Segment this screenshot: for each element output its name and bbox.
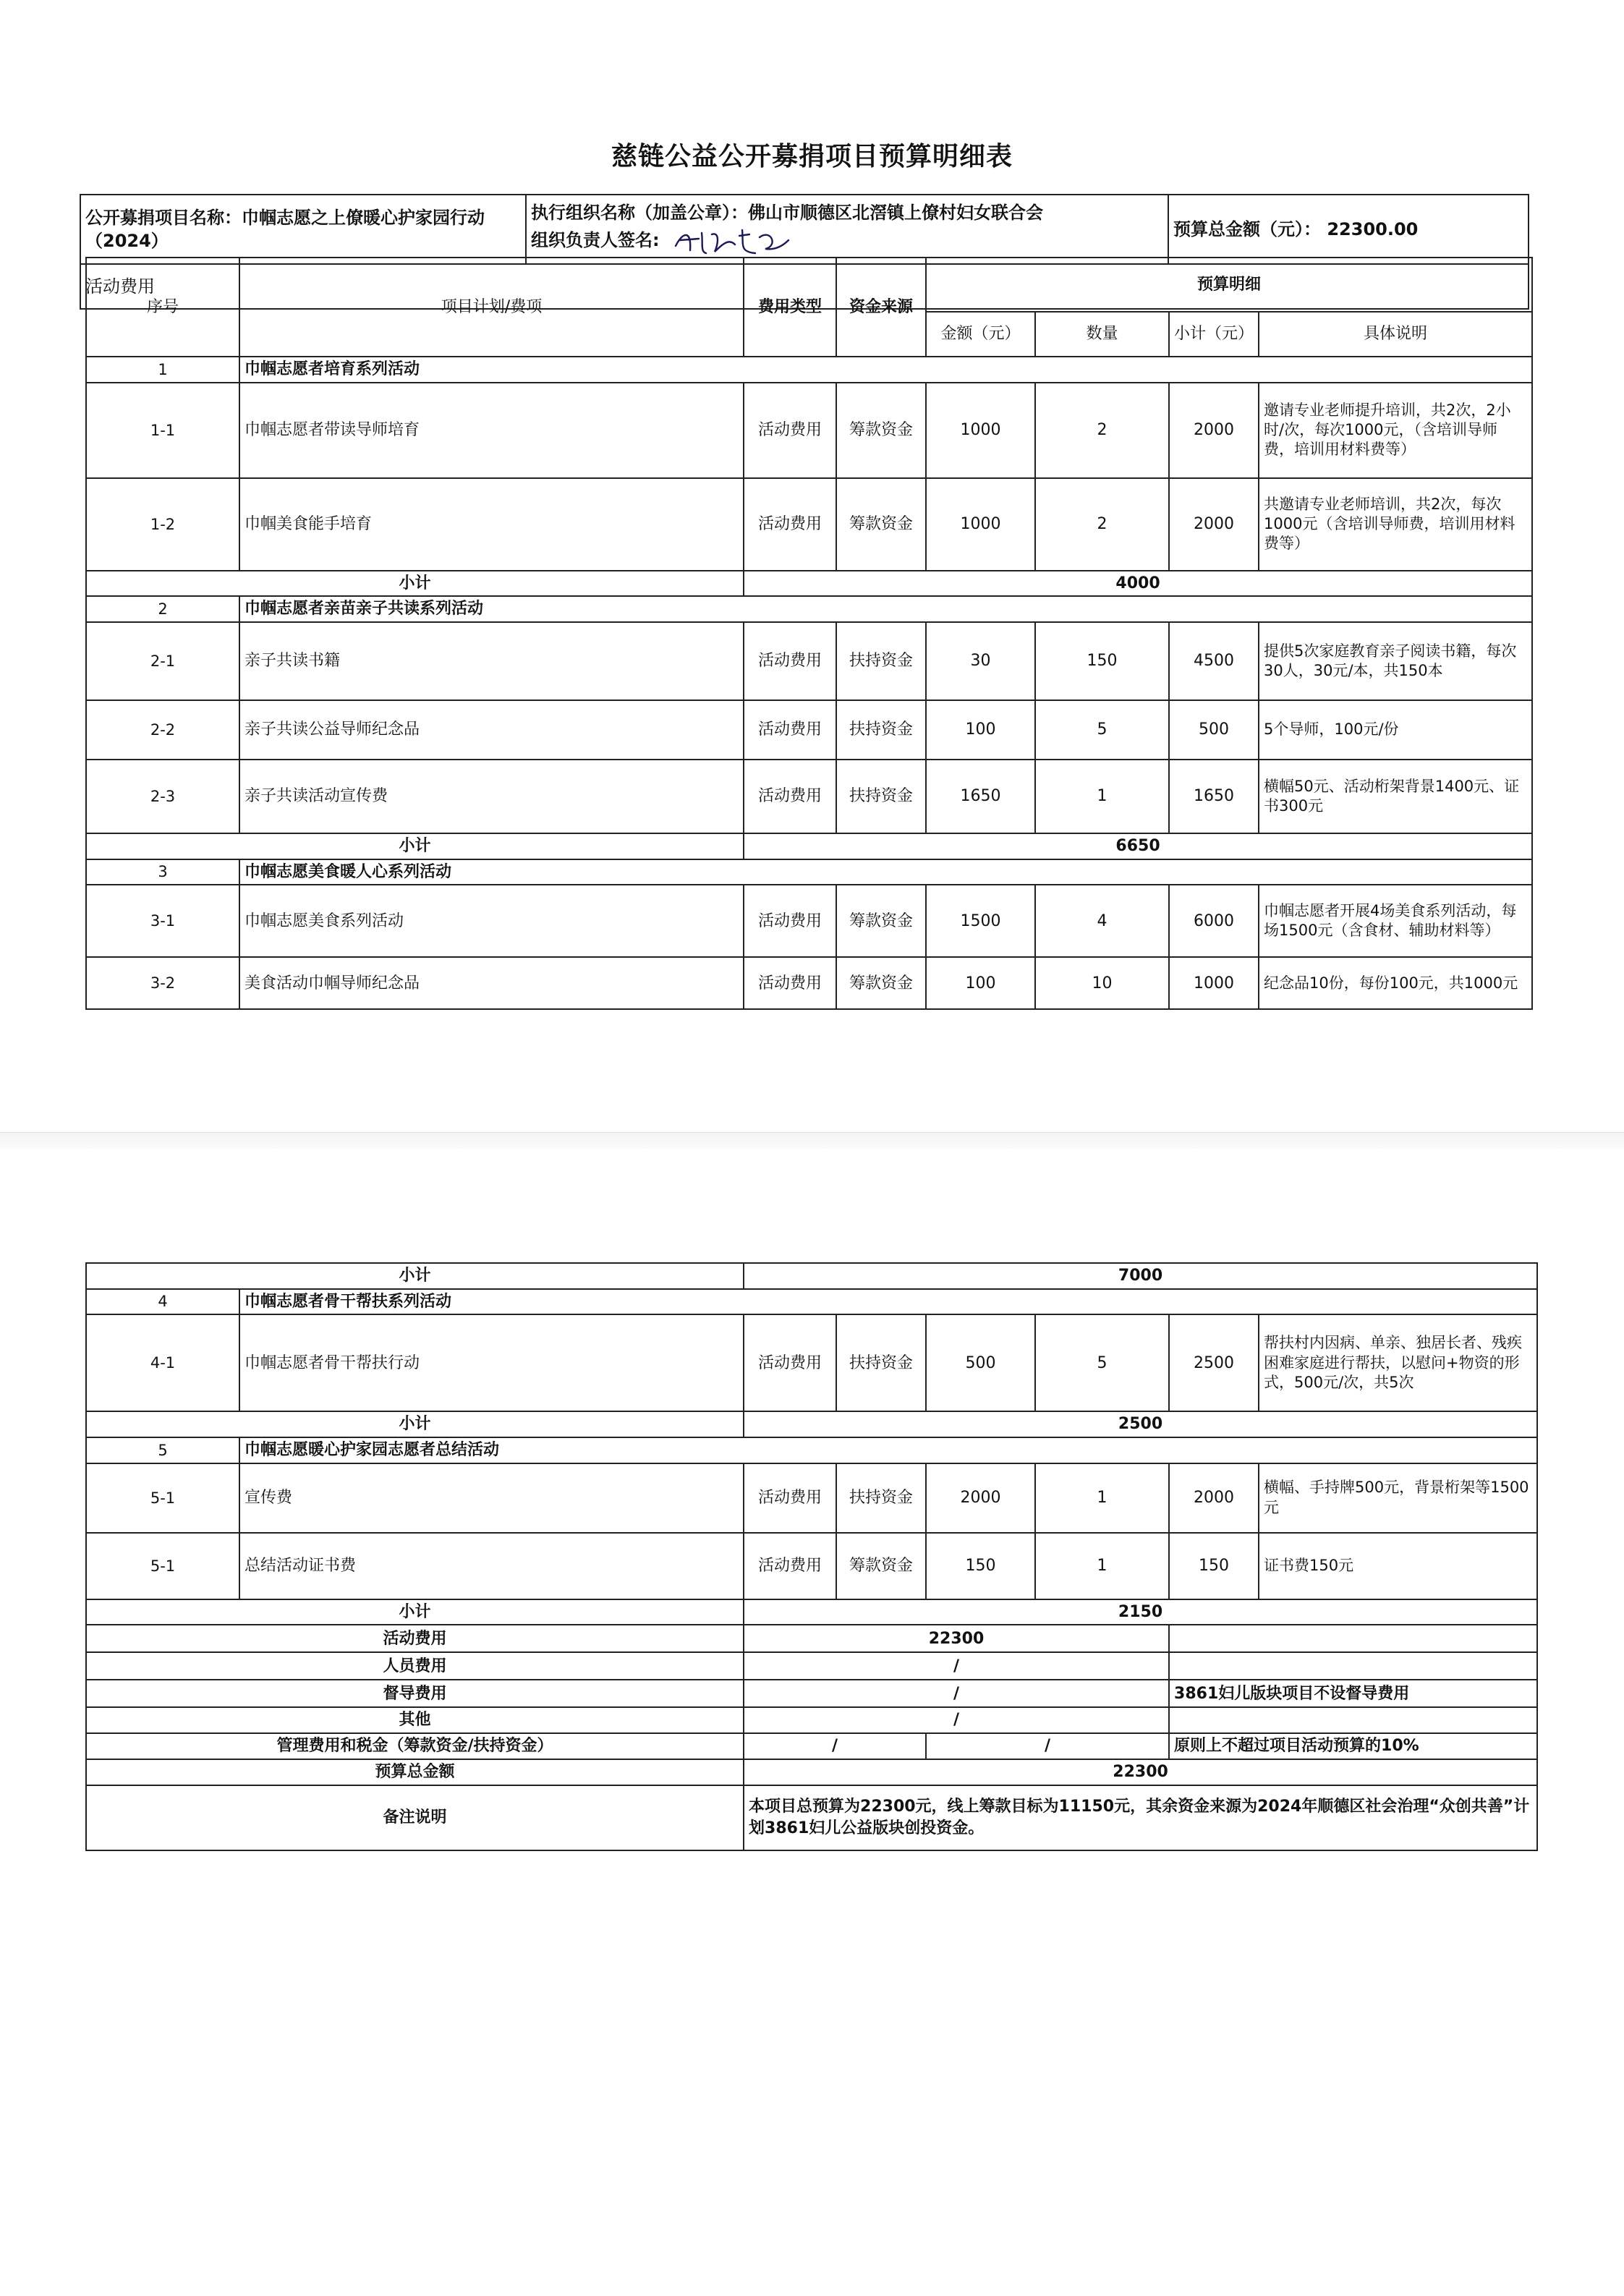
row-desc: 巾帼志愿者开展4场美食系列活动，每场1500元（含食材、辅助材料等） bbox=[1259, 885, 1532, 957]
row-item: 宣传费 bbox=[239, 1463, 744, 1533]
group-no: 1 bbox=[86, 357, 239, 383]
row-item: 亲子共读公益导师纪念品 bbox=[239, 700, 744, 760]
subtotal-row bbox=[86, 1263, 1537, 1289]
row-item: 巾帼志愿者带读导师培育 bbox=[239, 383, 744, 478]
summary-label: 活动费用 bbox=[86, 1625, 744, 1652]
group-row bbox=[86, 357, 1532, 383]
row-desc: 纪念品10份，每份100元，共1000元 bbox=[1259, 957, 1532, 1009]
row-desc: 横幅、手持牌500元，背景桁架等1500元 bbox=[1259, 1463, 1537, 1533]
col-header-qty: 数量 bbox=[1035, 312, 1169, 357]
row-source: 扶持资金 bbox=[836, 700, 926, 760]
group-row bbox=[86, 1437, 1537, 1463]
table-row bbox=[86, 1533, 1537, 1599]
row-amount: 30 bbox=[926, 622, 1035, 700]
row-qty: 5 bbox=[1035, 1314, 1169, 1411]
row-subtotal: 4500 bbox=[1169, 622, 1259, 700]
row-source: 扶持资金 bbox=[836, 622, 926, 700]
budget-table bbox=[85, 257, 1533, 1010]
col-header-type: 费用类型 bbox=[744, 258, 836, 357]
row-subtotal: 500 bbox=[1169, 700, 1259, 760]
table-row bbox=[86, 383, 1532, 478]
summary-value: / bbox=[744, 1680, 1169, 1707]
subtotal-row bbox=[86, 833, 1532, 859]
project-name: 公开募捐项目名称：巾帼志愿之上僚暖心护家园行动（2024） bbox=[80, 195, 526, 264]
budget-total-header: 预算总金额（元）： 22300.00 bbox=[1168, 195, 1529, 264]
summary-label: 其他 bbox=[86, 1707, 744, 1733]
summary-value: / bbox=[744, 1652, 1169, 1680]
row-qty: 1 bbox=[1035, 760, 1169, 833]
row-desc: 横幅50元、活动桁架背景1400元、证书300元 bbox=[1259, 760, 1532, 833]
row-qty: 4 bbox=[1035, 885, 1169, 957]
subtotal-row bbox=[86, 571, 1532, 597]
row-item: 美食活动巾帼导师纪念品 bbox=[239, 957, 744, 1009]
row-type: 活动费用 bbox=[744, 622, 836, 700]
row-subtotal: 6000 bbox=[1169, 885, 1259, 957]
group-no: 2 bbox=[86, 596, 239, 622]
summary-value: 22300 bbox=[744, 1625, 1169, 1652]
group-name: 巾帼志愿暖心护家园志愿者总结活动 bbox=[239, 1437, 1537, 1463]
group-no: 3 bbox=[86, 859, 239, 885]
row-no: 5-1 bbox=[86, 1533, 239, 1599]
summary-row-activity bbox=[86, 1625, 1537, 1652]
row-source: 筹款资金 bbox=[836, 1533, 926, 1599]
row-source: 扶持资金 bbox=[836, 760, 926, 833]
row-subtotal: 2000 bbox=[1169, 478, 1259, 571]
row-type: 活动费用 bbox=[744, 383, 836, 478]
row-amount: 100 bbox=[926, 957, 1035, 1009]
subtotal-value: 2500 bbox=[744, 1411, 1537, 1437]
row-amount: 100 bbox=[926, 700, 1035, 760]
row-type: 活动费用 bbox=[744, 957, 836, 1009]
row-source: 筹款资金 bbox=[836, 885, 926, 957]
summary-note bbox=[1169, 1625, 1537, 1652]
group-name: 巾帼志愿者培育系列活动 bbox=[239, 357, 1532, 383]
table-row bbox=[86, 1463, 1537, 1533]
org-name: 执行组织名称（加盖公章）：佛山市顺德区北滘镇上僚村妇女联合会 bbox=[531, 202, 1043, 223]
subtotal-label: 小计 bbox=[86, 1599, 744, 1625]
row-qty: 2 bbox=[1035, 478, 1169, 571]
group-name: 巾帼志愿者亲苗亲子共读系列活动 bbox=[239, 596, 1532, 622]
col-header-no: 序号 bbox=[86, 258, 239, 357]
leader-label: 组织负责人签名: bbox=[531, 230, 660, 251]
row-no: 3-2 bbox=[86, 957, 239, 1009]
row-source: 扶持资金 bbox=[836, 1463, 926, 1533]
row-item: 亲子共读活动宣传费 bbox=[239, 760, 744, 833]
summary-note bbox=[1169, 1707, 1537, 1733]
org-name-cell bbox=[526, 195, 1168, 264]
row-subtotal: 2000 bbox=[1169, 1463, 1259, 1533]
row-no: 1-2 bbox=[86, 478, 239, 571]
subtotal-value: 7000 bbox=[744, 1263, 1537, 1289]
group-name: 巾帼志愿者骨干帮扶系列活动 bbox=[239, 1289, 1537, 1315]
row-source: 筹款资金 bbox=[836, 957, 926, 1009]
group-no: 4 bbox=[86, 1289, 239, 1315]
table-row bbox=[86, 700, 1532, 760]
summary-label: 管理费用和税金（筹款资金/扶持资金） bbox=[86, 1733, 744, 1759]
row-type: 活动费用 bbox=[744, 760, 836, 833]
group-row bbox=[86, 1289, 1537, 1315]
table-row bbox=[86, 622, 1532, 700]
remark-text: 本项目总预算为22300元，线上筹款目标为11150元，其余资金来源为2024年顺德区社会治理“众创共善”计划3861妇儿公益版块创投资金。 bbox=[744, 1785, 1537, 1850]
remark-label: 备注说明 bbox=[86, 1785, 744, 1850]
summary-row-mgmt bbox=[86, 1733, 1537, 1759]
row-desc: 帮扶村内因病、单亲、独居长者、残疾困难家庭进行帮扶，以慰问+物资的形式，500元/次，共5次 bbox=[1259, 1314, 1537, 1411]
row-no: 5-1 bbox=[86, 1463, 239, 1533]
group-row bbox=[86, 596, 1532, 622]
row-qty: 1 bbox=[1035, 1463, 1169, 1533]
table-row bbox=[86, 957, 1532, 1009]
row-amount: 1650 bbox=[926, 760, 1035, 833]
subtotal-value: 2150 bbox=[744, 1599, 1537, 1625]
row-no: 3-1 bbox=[86, 885, 239, 957]
row-item: 巾帼美食能手培育 bbox=[239, 478, 744, 571]
row-subtotal: 2000 bbox=[1169, 383, 1259, 478]
summary-value-b: / bbox=[926, 1733, 1169, 1759]
row-subtotal: 1650 bbox=[1169, 760, 1259, 833]
subtotal-row bbox=[86, 1411, 1537, 1437]
row-type: 活动费用 bbox=[744, 1463, 836, 1533]
subtotal-value: 6650 bbox=[744, 833, 1532, 859]
summary-row-other bbox=[86, 1707, 1537, 1733]
row-amount: 1000 bbox=[926, 383, 1035, 478]
row-desc: 邀请专业老师提升培训，共2次，2小时/次，每次1000元，（含培训导师费，培训用材料费等） bbox=[1259, 383, 1532, 478]
summary-label: 预算总金额 bbox=[86, 1759, 744, 1785]
group-no: 5 bbox=[86, 1437, 239, 1463]
table-row bbox=[86, 478, 1532, 571]
row-desc: 证书费150元 bbox=[1259, 1533, 1537, 1599]
summary-row-personnel bbox=[86, 1652, 1537, 1680]
subtotal-label: 小计 bbox=[86, 1263, 744, 1289]
summary-row-remark bbox=[86, 1785, 1537, 1850]
table-row bbox=[86, 760, 1532, 833]
row-type: 活动费用 bbox=[744, 478, 836, 571]
row-subtotal: 150 bbox=[1169, 1533, 1259, 1599]
row-item: 巾帼志愿美食系列活动 bbox=[239, 885, 744, 957]
subtotal-label: 小计 bbox=[86, 833, 744, 859]
row-item: 亲子共读书籍 bbox=[239, 622, 744, 700]
row-no: 2-2 bbox=[86, 700, 239, 760]
row-no: 2-1 bbox=[86, 622, 239, 700]
group-row bbox=[86, 859, 1532, 885]
row-desc: 5个导师，100元/份 bbox=[1259, 700, 1532, 760]
col-header-amount: 金额（元） bbox=[926, 312, 1035, 357]
page-break bbox=[0, 1132, 1624, 1149]
row-type: 活动费用 bbox=[744, 1314, 836, 1411]
summary-value: 22300 bbox=[744, 1759, 1537, 1785]
row-no: 2-3 bbox=[86, 760, 239, 833]
section-label: 活动费用 bbox=[80, 264, 1529, 309]
row-amount: 150 bbox=[926, 1533, 1035, 1599]
row-subtotal: 2500 bbox=[1169, 1314, 1259, 1411]
row-item: 巾帼志愿者骨干帮扶行动 bbox=[239, 1314, 744, 1411]
row-qty: 150 bbox=[1035, 622, 1169, 700]
leader-signature-row bbox=[531, 224, 1163, 258]
group-name: 巾帼志愿美食暖人心系列活动 bbox=[239, 859, 1532, 885]
col-header-source: 资金来源 bbox=[836, 258, 926, 357]
row-amount: 1000 bbox=[926, 478, 1035, 571]
row-qty: 5 bbox=[1035, 700, 1169, 760]
row-qty: 2 bbox=[1035, 383, 1169, 478]
summary-row-supervision bbox=[86, 1680, 1537, 1707]
col-header-item: 项目计划/费项 bbox=[239, 258, 744, 357]
leader-signature bbox=[670, 224, 793, 258]
summary-label: 督导费用 bbox=[86, 1680, 744, 1707]
col-header-desc: 具体说明 bbox=[1259, 312, 1532, 357]
col-header-detail: 预算明细 bbox=[926, 258, 1532, 312]
row-desc: 提供5次家庭教育亲子阅读书籍，每次30人，30元/本，共150本 bbox=[1259, 622, 1532, 700]
table-row bbox=[86, 1314, 1537, 1411]
summary-note bbox=[1169, 1652, 1537, 1680]
subtotal-value: 4000 bbox=[744, 571, 1532, 597]
subtotal-label: 小计 bbox=[86, 1411, 744, 1437]
subtotal-row bbox=[86, 1599, 1537, 1625]
row-source: 筹款资金 bbox=[836, 478, 926, 571]
row-source: 扶持资金 bbox=[836, 1314, 926, 1411]
table-row bbox=[86, 885, 1532, 957]
page-title: 慈链公益公开募捐项目预算明细表 bbox=[611, 142, 1013, 171]
summary-row-total bbox=[86, 1759, 1537, 1785]
row-source: 筹款资金 bbox=[836, 383, 926, 478]
summary-note: 3861妇儿版块项目不设督导费用 bbox=[1169, 1680, 1537, 1707]
summary-label: 人员费用 bbox=[86, 1652, 744, 1680]
summary-value-a: / bbox=[744, 1733, 926, 1759]
subtotal-label: 小计 bbox=[86, 571, 744, 597]
row-item: 总结活动证书费 bbox=[239, 1533, 744, 1599]
row-qty: 1 bbox=[1035, 1533, 1169, 1599]
row-type: 活动费用 bbox=[744, 1533, 836, 1599]
col-header-subtotal: 小计（元） bbox=[1169, 312, 1259, 357]
row-qty: 10 bbox=[1035, 957, 1169, 1009]
summary-value: / bbox=[744, 1707, 1169, 1733]
row-amount: 2000 bbox=[926, 1463, 1035, 1533]
row-type: 活动费用 bbox=[744, 885, 836, 957]
row-amount: 1500 bbox=[926, 885, 1035, 957]
row-no: 4-1 bbox=[86, 1314, 239, 1411]
row-amount: 500 bbox=[926, 1314, 1035, 1411]
budget-table-continued bbox=[85, 1262, 1538, 1851]
row-no: 1-1 bbox=[86, 383, 239, 478]
row-subtotal: 1000 bbox=[1169, 957, 1259, 1009]
row-desc: 共邀请专业老师培训，共2次，每次1000元（含培训导师费，培训用材料费等） bbox=[1259, 478, 1532, 571]
row-type: 活动费用 bbox=[744, 700, 836, 760]
summary-note: 原则上不超过项目活动预算的10% bbox=[1169, 1733, 1537, 1759]
